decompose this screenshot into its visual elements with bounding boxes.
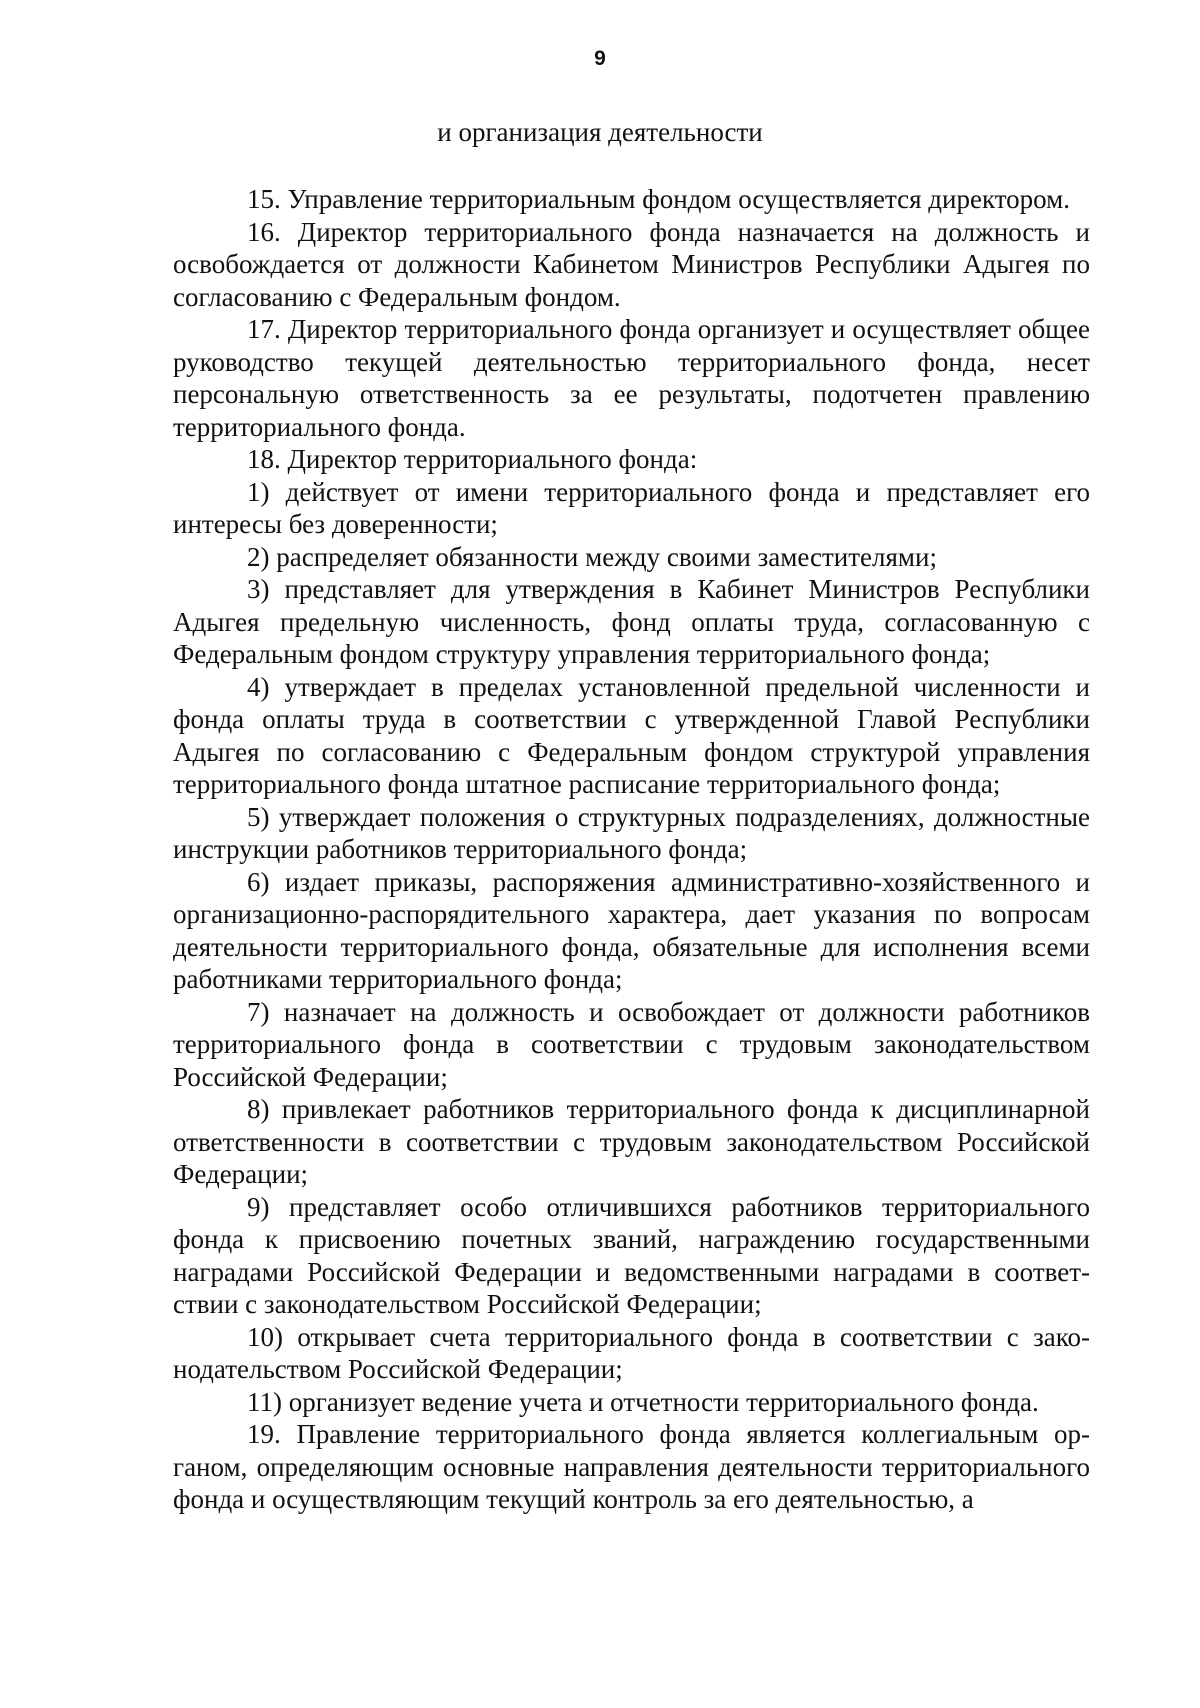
paragraph-15: 15. Управление территориальным фондом осуществляется директором. xyxy=(247,184,1070,214)
list-item-18-4: 4) утверждает в пределах установленной предельной численности и фонда оплаты труда в соответствии с утвержденной Главой Республики Адыгея по согласованию с Федеральным фондом структурой управления территориального фонда штатное расписание территориального фонда; xyxy=(173,671,1090,799)
paragraph-18: 18. Директор территориального фонда: xyxy=(247,444,698,474)
section-title: и организация деятельности xyxy=(437,117,763,147)
list-item-18-11: 11) организует ведение учета и отчетности территориального фонда. xyxy=(247,1386,1039,1417)
page-number: 9 xyxy=(594,47,606,70)
paragraph-19: 19. Правление территориального фонда является коллегиальным органом, определяющим основные направления деятельности территориального фонда и осуществляющим текущий контроль за его деятельностью, а xyxy=(173,1419,1090,1514)
list-item-18-5: 5) утверждает положения о структурных подразделениях, должностные инструкции работников территориального фонда; xyxy=(173,801,1090,864)
list-item-18-10: 10) открывает счета территориального фонда в соответствии с законодательством Российской Федерации; xyxy=(173,1321,1090,1384)
list-item-18-2: 2) распределяет обязанности между своими заместителями; xyxy=(247,541,937,572)
paragraph-16: 16. Директор территориального фонда назначается на должность и освобождается от должности Кабинетом Министров Республики Адыгея по согласованию с Федеральным фондом. xyxy=(173,216,1090,312)
list-item-18-3: 3) представляет для утверждения в Кабинет Министров Республики Адыгея предельную численность, фонд оплаты труда, согласованную с Федеральным фондом структуру управления территориального фонда; xyxy=(173,574,1090,669)
list-item-18-6: 6) издает приказы, распоряжения административно-хозяйственного и организационно-распорядительного характера, дает указания по вопросам деятельности территориального фонда, обязательные для исполнения всеми работниками территориального фонда; xyxy=(173,866,1090,994)
list-item-18-8: 8) привлекает работников территориального фонда к дисциплинарной ответственности в соответствии с трудовым законодательством Российской Федерации; xyxy=(173,1094,1090,1189)
list-item-18-9: 9) представляет особо отличившихся работников территориального фонда к присвоению почетных званий, награждению государственными наградами Российской Федерации и ведомственными наградами в соответствии с законодательством Российской Федерации; xyxy=(173,1191,1090,1319)
paragraph-17: 17. Директор территориального фонда организует и осуществляет общее руководство текущей деятельностью территориального фонда, несет персональную ответственность за ее результаты, подотчетен правлению территориального фонда. xyxy=(173,314,1090,442)
document-body xyxy=(173,183,1090,1516)
list-item-18-1: 1) действует от имени территориального фонда и представляет его интересы без доверенности; xyxy=(173,476,1090,539)
list-item-18-7: 7) назначает на должность и освобождает от должности работников территориального фонда в соответствии с трудовым законодательством Российской Федерации; xyxy=(173,996,1090,1092)
